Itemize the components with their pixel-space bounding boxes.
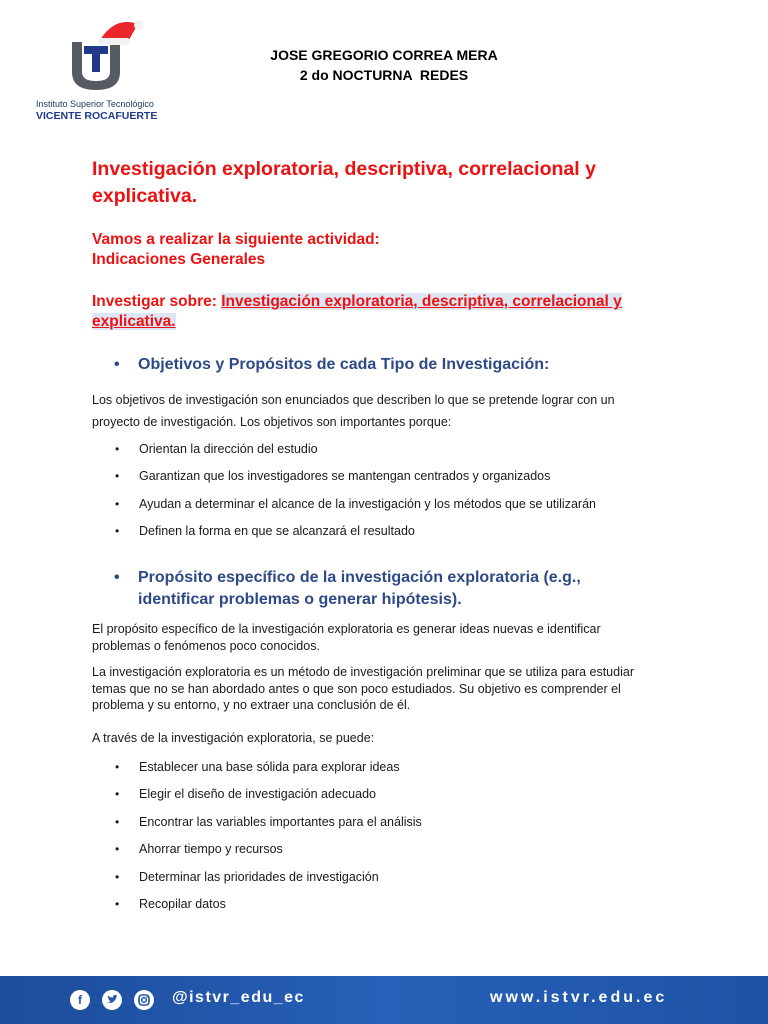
bullet-icon: • <box>115 469 120 484</box>
section2-para3: A través de la investigación exploratoria, se puede: <box>92 731 375 745</box>
bullet-icon: • <box>115 496 120 511</box>
bullet-icon: • <box>114 356 120 373</box>
course-name: 2 do NOCTURNA REDES <box>299 67 469 83</box>
bullet-icon: • <box>115 842 120 857</box>
bullet-icon: • <box>115 760 120 774</box>
bullet-icon: • <box>115 442 120 456</box>
objectives-list <box>115 442 596 552</box>
investigate-link[interactable]: Investigación exploratoria, descriptiva, correlacional y explicativa. <box>92 293 622 330</box>
list-item: • Orientan la dirección del estudio <box>115 442 318 456</box>
section1-heading <box>114 354 658 376</box>
instagram-icon[interactable] <box>134 990 154 1010</box>
section2-heading <box>114 567 658 611</box>
list-item: • Garantizan que los investigadores se mantengan centrados y organizados <box>115 469 551 484</box>
logo-emblem-icon <box>20 10 170 100</box>
bullet-icon: • <box>115 787 120 802</box>
institute-name-line1: Instituto Superior Tecnológico <box>36 99 154 109</box>
bullet-icon: • <box>115 524 120 539</box>
author-block <box>240 45 528 85</box>
bullet-icon: • <box>114 569 120 586</box>
bullet-icon: • <box>115 869 120 884</box>
list-item: • Definen la forma en que se alcanzará el resultado <box>115 524 415 539</box>
investigate-prefix: Investigar sobre: <box>92 293 222 310</box>
facebook-icon[interactable]: f <box>70 990 90 1010</box>
institute-name-line2: VICENTE ROCAFUERTE <box>36 110 158 122</box>
list-item: • Establecer una base sólida para explorar ideas <box>115 760 400 774</box>
section2-heading-text: Propósito específico de la investigación exploratoria (e.g., identificar problemas o generar hipótesis). <box>138 569 581 608</box>
list-item: • Recopilar datos <box>115 896 226 911</box>
list-item: • Determinar las prioridades de investigación <box>115 869 379 884</box>
bullet-icon: • <box>115 896 120 911</box>
section1-heading-text: Objetivos y Propósitos de cada Tipo de Investigación: <box>138 356 550 373</box>
twitter-icon[interactable] <box>102 990 122 1010</box>
investigate-line <box>92 292 652 332</box>
website-link[interactable]: www.istvr.edu.ec <box>490 989 668 1006</box>
activity-block <box>92 230 380 270</box>
exploratory-benefits-list <box>115 760 422 924</box>
list-item: • Ayudan a determinar el alcance de la investigación y los métodos que se utilizarán <box>115 496 596 511</box>
document-title: Investigación exploratoria, descriptiva, correlacional y explicativa. <box>92 158 596 207</box>
institute-logo <box>20 10 170 145</box>
list-item: • Encontrar las variables importantes para el análisis <box>115 814 422 829</box>
section2-para1: El propósito específico de la investigación exploratoria es generar ideas nuevas e identificar problemas o fenómenos poco conocidos. <box>92 622 601 653</box>
section2-para2: La investigación exploratoria es un método de investigación preliminar que se utiliza para estudiar temas que no se han abordado antes o que son poco estudiados. Su objetivo es comprender el problema y su entorno, y no extraer una conclusión de él. <box>92 665 634 712</box>
general-instructions: Indicaciones Generales <box>92 251 266 268</box>
activity-line: Vamos a realizar la siguiente actividad: <box>92 231 380 248</box>
social-handle[interactable]: @istvr_edu_ec <box>172 989 305 1006</box>
bullet-icon: • <box>115 814 120 829</box>
footer-bar <box>0 976 768 1024</box>
list-item: • Elegir el diseño de investigación adecuado <box>115 787 376 802</box>
section1-intro: Los objetivos de investigación son enunciados que describen lo que se pretende lograr con un proyecto de investigación. Los objetivos son importantes porque: <box>92 393 615 429</box>
author-name: JOSE GREGORIO CORREA MERA <box>270 47 498 63</box>
list-item: • Ahorrar tiempo y recursos <box>115 842 283 857</box>
